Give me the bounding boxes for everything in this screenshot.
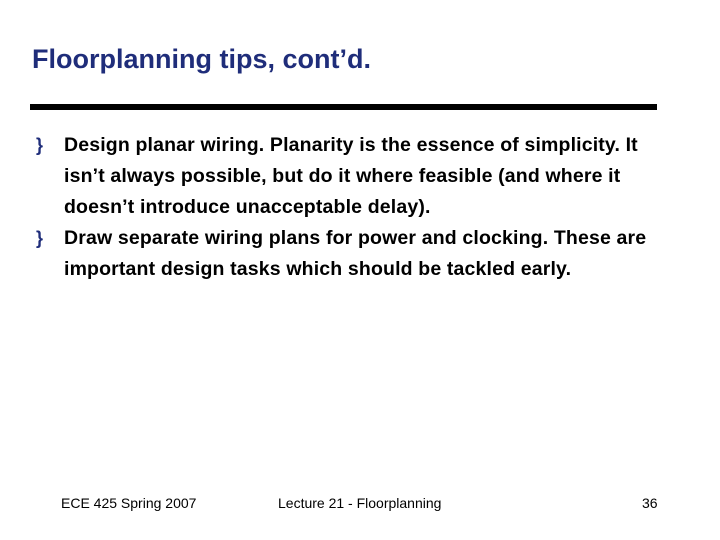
bullet-icon: } bbox=[36, 135, 44, 155]
bullet-item-wiring-plans bbox=[36, 223, 676, 285]
bullet-list bbox=[36, 130, 676, 285]
footer-course: ECE 425 Spring 2007 bbox=[61, 495, 197, 511]
bullet-text: Design planar wiring. Planarity is the essence of simplicity. It isn’t always possible, but do it where feasible (and where it doesn’t introduce unacceptable delay). bbox=[64, 134, 638, 218]
slide-title: Floorplanning tips, cont’d. bbox=[32, 44, 371, 74]
footer-page-number: 36 bbox=[642, 495, 658, 511]
bullet-icon: } bbox=[36, 228, 44, 248]
footer-lecture-title: Lecture 21 - Floorplanning bbox=[278, 495, 442, 511]
bullet-item-planar-wiring bbox=[36, 130, 676, 223]
title-divider bbox=[30, 104, 657, 110]
bullet-text: Draw separate wiring plans for power and clocking. These are important design tasks which should be tackled early. bbox=[64, 227, 647, 280]
